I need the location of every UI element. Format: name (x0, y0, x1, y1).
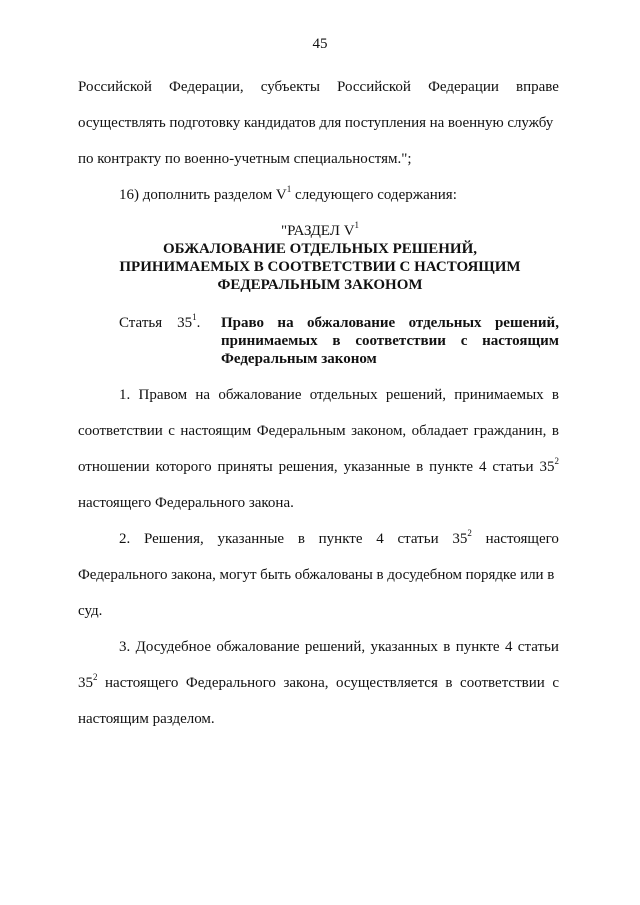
word: указанные (343, 459, 411, 475)
word: 4 (478, 459, 487, 475)
word: в (332, 333, 341, 349)
word: решения, (278, 459, 338, 475)
para1-line4: настоящего Федерального закона. (78, 495, 294, 511)
para3-line3: настоящим разделом. (78, 711, 215, 727)
para1-line3 (78, 458, 559, 476)
para2-line1 (119, 530, 559, 548)
article-ref-num: 35 (78, 675, 93, 691)
word: 2. (119, 531, 131, 547)
word: решений, (385, 387, 447, 403)
word: 4 (504, 639, 513, 655)
word: в (551, 423, 559, 439)
article-title-line3: Федеральным законом (221, 351, 377, 367)
word: решений, (494, 315, 559, 331)
word: статьи (492, 459, 534, 475)
word: Федерального (185, 675, 276, 691)
article-ref-sup: 2 (554, 456, 559, 466)
section-title-line2: ПРИНИМАЕМЫХ В СООТВЕТСТВИИ С НАСТОЯЩИМ (119, 259, 521, 275)
word: соответствии (78, 423, 163, 439)
word: пункте (455, 639, 500, 655)
article-label-end: . (196, 315, 201, 331)
word: статьи (397, 531, 439, 547)
para1-line1 (119, 386, 559, 404)
article-ref-sup: 2 (467, 528, 472, 538)
p1-line3: по контракту по военно-учетным специальностям."; (78, 151, 412, 167)
word: Решения, (144, 531, 204, 547)
word: которого (155, 459, 212, 475)
page-number: 45 (312, 36, 328, 52)
section-title-line1: ОБЖАЛОВАНИЕ ОТДЕЛЬНЫХ РЕШЕНИЙ, (162, 241, 478, 257)
section-label-text: "РАЗДЕЛ V (280, 223, 355, 239)
p1-line1 (78, 78, 559, 96)
para3-line1 (119, 638, 559, 656)
article-label-num: 35 (177, 315, 193, 331)
article-ref-num: 35 (452, 531, 468, 547)
word: соответствии (355, 333, 446, 349)
word: обжалование (218, 387, 302, 403)
word: отношении (78, 459, 150, 475)
article-label-word: Статья (119, 315, 163, 331)
item-16 (119, 186, 457, 204)
word: гражданин, (473, 423, 547, 439)
article-ref-num: 35 (539, 459, 555, 475)
word: Российской (78, 79, 152, 95)
article-ref (539, 458, 559, 476)
section-label-sup: 1 (354, 220, 360, 230)
word: принимаемых (454, 387, 544, 403)
word: отдельных (309, 387, 378, 403)
word: отдельных (408, 315, 482, 331)
word: настоящим (482, 333, 559, 349)
item-16-before: 16) дополнить разделом V (119, 187, 287, 203)
word: законом, (351, 423, 407, 439)
item-16-after: следующего содержания: (291, 187, 457, 203)
word: в (445, 675, 453, 691)
word: настоящим (180, 423, 252, 439)
word: приняты (217, 459, 273, 475)
para1-line2 (78, 422, 559, 440)
p1-line2: осуществлять подготовку кандидатов для поступления на военную службу (78, 115, 554, 131)
article-label (119, 314, 200, 332)
article-ref (452, 530, 472, 548)
item-16-sup: 1 (286, 184, 292, 194)
word: пункте (429, 459, 474, 475)
word: с (552, 675, 559, 691)
word: 1. (119, 387, 131, 403)
para3-line2 (78, 674, 559, 692)
word: Правом (138, 387, 188, 403)
word: на (195, 387, 211, 403)
word: принимаемых (221, 333, 318, 349)
word: закона, (283, 675, 329, 691)
word: Российской (337, 79, 411, 95)
word: осуществляется (336, 675, 438, 691)
word: пункте (318, 531, 363, 547)
word: настоящего (105, 675, 179, 691)
word: на (277, 315, 294, 331)
word: обжалование (306, 315, 396, 331)
section-title-line3: ФЕДЕРАЛЬНЫМ ЗАКОНОМ (217, 277, 423, 293)
word: субъекты (260, 79, 320, 95)
word: 3. (119, 639, 131, 655)
word: Федеральным (256, 423, 346, 439)
word: Досудебное (135, 639, 212, 655)
word: обладает (411, 423, 469, 439)
article-ref-sup: 2 (93, 672, 98, 682)
word: в (551, 387, 559, 403)
article-ref (78, 674, 98, 692)
para2-line3: суд. (78, 603, 103, 619)
word: статьи (517, 639, 559, 655)
para2-line2: Федерального закона, могут быть обжалованы в досудебном порядке или в (78, 567, 555, 583)
word: в (443, 639, 451, 655)
word: обжалование (216, 639, 300, 655)
article-title-line1 (221, 314, 559, 332)
word: указанных (370, 639, 438, 655)
word: решений, (304, 639, 366, 655)
word: в (416, 459, 424, 475)
word: Федерации, (169, 79, 244, 95)
word: Право (221, 315, 265, 331)
word: 4 (376, 531, 384, 547)
word: в (297, 531, 305, 547)
word: указанные (217, 531, 285, 547)
section-label (0, 222, 640, 240)
word: с (460, 333, 468, 349)
article-label-sup: 1 (192, 312, 197, 322)
word: соответствии (460, 675, 545, 691)
word: с (168, 423, 175, 439)
word: вправе (516, 79, 559, 95)
word: Федерации (428, 79, 499, 95)
word: настоящего (485, 531, 559, 547)
article-title-line2 (221, 332, 559, 350)
